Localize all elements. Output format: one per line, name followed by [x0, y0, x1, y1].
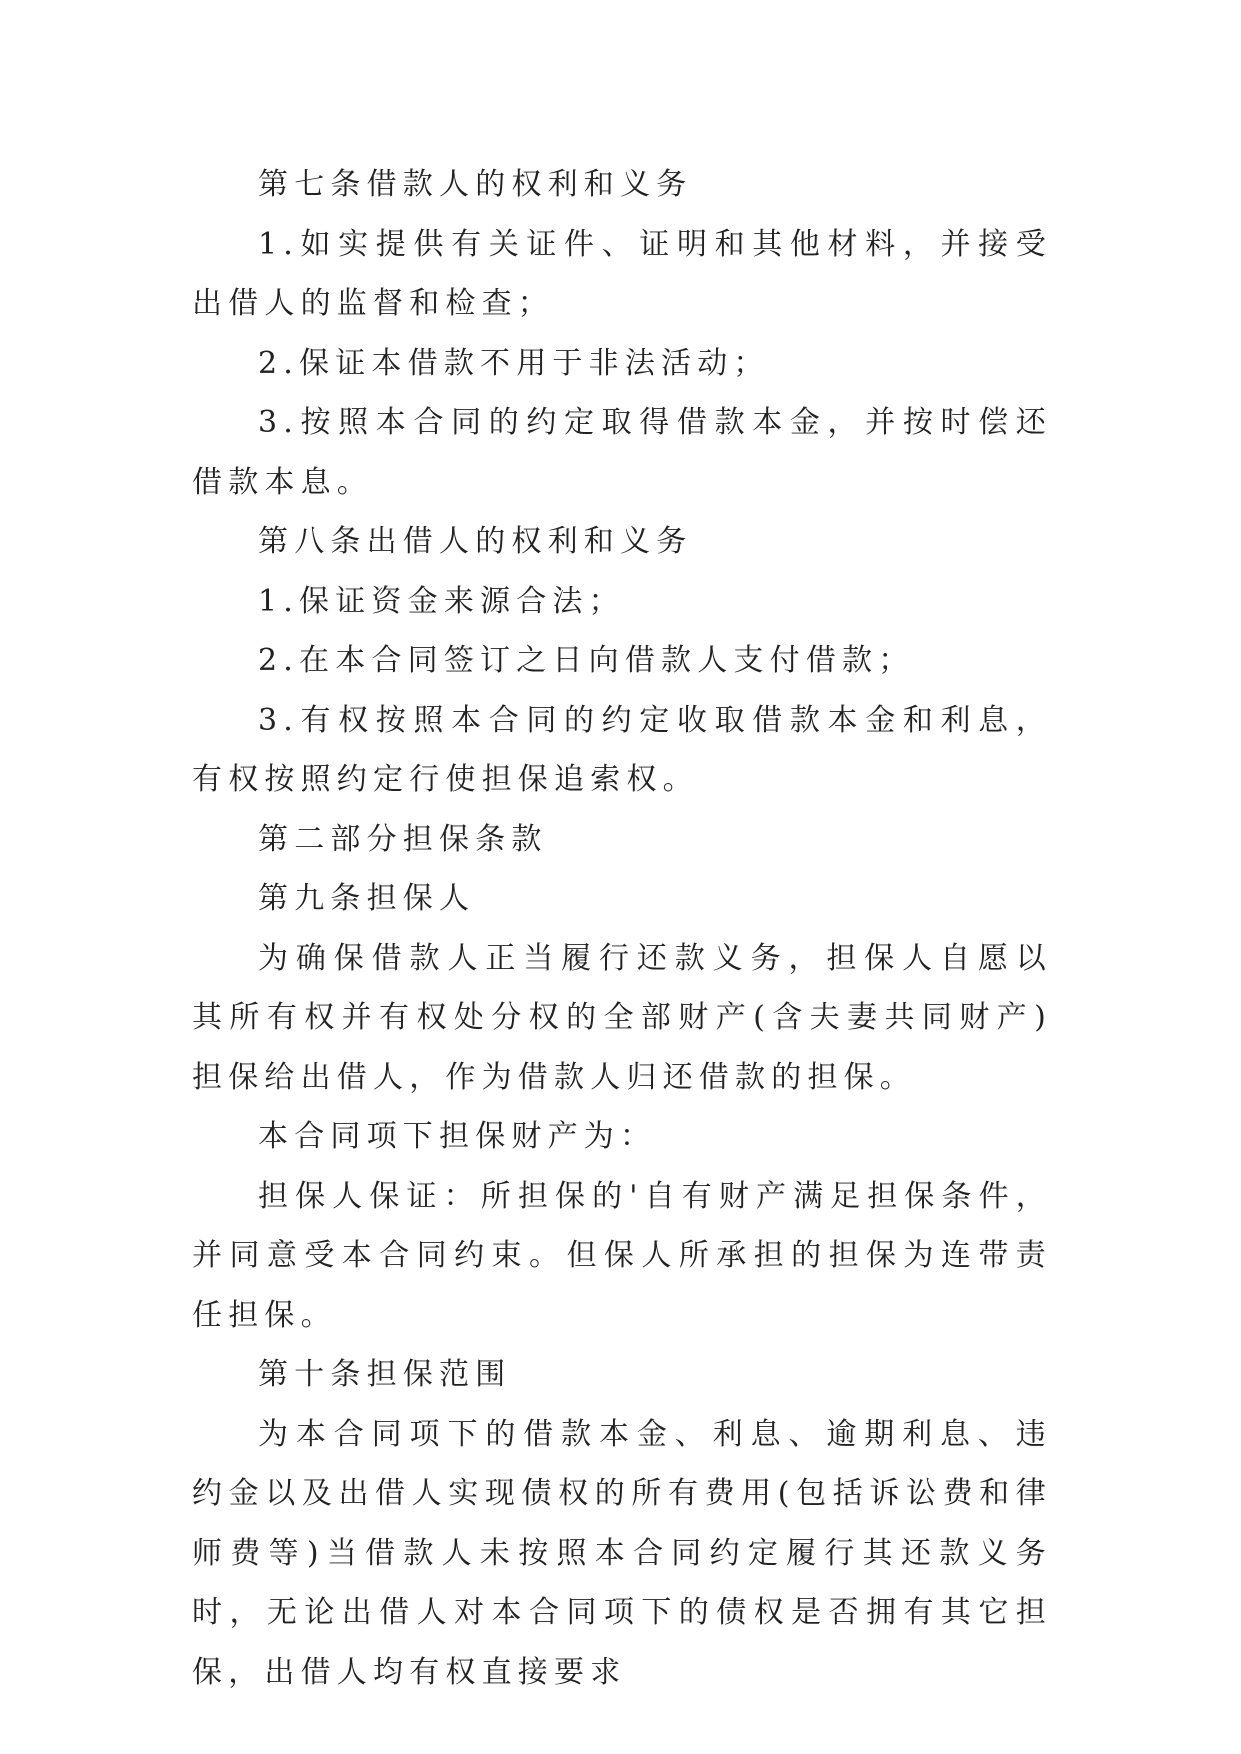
article-8-item-1: 1.保证资金来源合法；	[258, 583, 625, 619]
article-9-paragraph-2: 本合同项下担保财产为：	[258, 1119, 657, 1154]
article-7-item-1: 1.如实提供有关证件、证明和其他材料，并接受出借人的监督和检查；	[192, 226, 1052, 321]
document-body	[192, 155, 1052, 1702]
article-10-paragraph-1: 为本合同项下的借款本金、利息、逾期利息、违约金以及出借人实现债权的所有费用(包括诉讼费和律师费等)当借款人未按照本合同约定履行其还款义务时，无论出借人对本合同项下的债权是否拥有其它担保，出借人均有权直接要求	[192, 1416, 1052, 1690]
article-7-heading: 第七条借款人的权利和义务	[258, 167, 693, 202]
article-7-item-2: 2.保证本借款不用于非法活动；	[258, 345, 770, 381]
article-7-item-3: 3.按照本合同的约定取得借款本金，并按时偿还借款本息。	[192, 405, 1052, 500]
article-9-paragraph-3: 担保人保证：所担保的'自有财产满足担保条件，并同意受本合同约束。但保人所承担的担保为连带责任担保。	[192, 1178, 1052, 1333]
article-9-heading: 第九条担保人	[258, 881, 476, 916]
article-8-item-3: 3.有权按照本合同的约定收取借款本金和利息，有权按照约定行使担保追索权。	[192, 702, 1052, 797]
article-8-item-2: 2.在本合同签订之日向借款人支付借款；	[258, 643, 915, 678]
part-2-heading: 第二部分担保条款	[258, 821, 548, 857]
article-10-heading: 第十条担保范围	[258, 1357, 512, 1392]
article-9-paragraph-1: 为确保借款人正当履行还款义务，担保人自愿以其所有权并有权处分权的全部财产(含夫妻共同财产)担保给出借人，作为借款人归还借款的担保。	[192, 940, 1052, 1095]
article-8-heading: 第八条出借人的权利和义务	[258, 524, 693, 559]
